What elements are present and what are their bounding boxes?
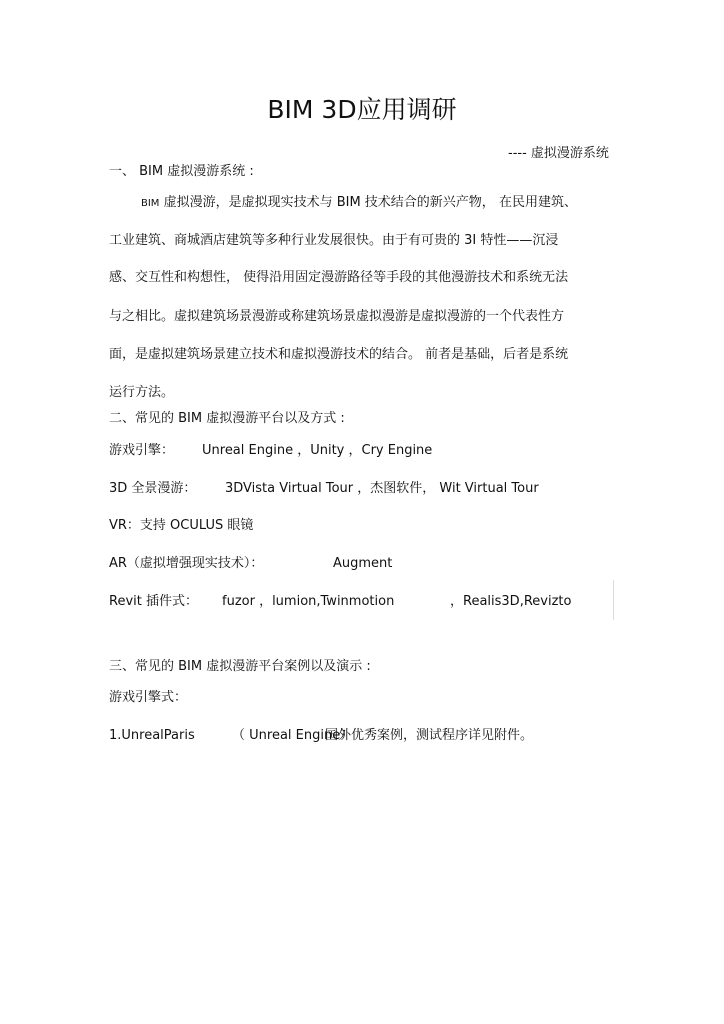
revit-label: Revit 插件式： [109, 594, 198, 609]
ar-label: AR（虚拟增强现实技术）： [109, 556, 264, 571]
case-item-name: 1.UnrealParis [109, 728, 195, 743]
section3-subheading: 游戏引擎式： [109, 690, 188, 705]
page-subtitle: ---- 虚拟漫游系统 [508, 146, 609, 161]
section3-heading: 三、常见的 BIM 虚拟漫游平台案例以及演示 : [109, 659, 371, 674]
case-item-engine: （ Unreal Engine） [232, 728, 354, 743]
section1-line1-text: 虚拟漫游，是虚拟现实技术与 BIM 技术结合的新兴产物， 在民用建筑、 [163, 195, 577, 210]
section1-paragraph-line4: 与之相比。虚拟建筑场景漫游或称建筑场景虚拟漫游是虚拟漫游的一个代表性方 [109, 309, 565, 324]
game-engine-value: Unreal Engine ，Unity ，Cry Engine [202, 443, 433, 458]
section1-paragraph-line3: 感、交互性和构想性， 使得沿用固定漫游路径等手段的其他漫游技术和系统无法 [109, 270, 569, 285]
case-item-description: 国外优秀案例，测试程序详见附件。 [325, 728, 534, 743]
ar-value: Augment [333, 556, 393, 571]
section1-paragraph-line6: 运行方法。 [109, 385, 175, 400]
scan-divider [613, 580, 614, 620]
bim-abbrev: BIM [141, 198, 160, 209]
revit-value: fuzor ，lumion,Twinmotion [222, 594, 395, 609]
section2-heading: 二、常见的 BIM 虚拟漫游平台以及方式 : [109, 411, 345, 426]
section1-paragraph-line2: 工业建筑、商城酒店建筑等多种行业发展很快。由于有可贵的 3I 特性——沉浸 [109, 233, 559, 248]
section1-heading: 一、 BIM 虚拟漫游系统 : [109, 164, 254, 179]
revit-value-2: ，Realis3D,Revizto [450, 594, 572, 609]
page-title: BIM 3D应用调研 [267, 95, 457, 124]
section1-paragraph-line1 [141, 195, 577, 212]
game-engine-label: 游戏引擎： [109, 443, 175, 458]
panorama-value: 3DVista Virtual Tour ，杰图软件， Wit Virtual Tour [225, 481, 539, 496]
section1-paragraph-line5: 面，是虚拟建筑场景建立技术和虚拟漫游技术的结合。 前者是基础，后者是系统 [109, 347, 569, 362]
vr-line: VR：支持 OCULUS 眼镜 [109, 518, 254, 533]
panorama-label: 3D 全景漫游： [109, 481, 197, 496]
